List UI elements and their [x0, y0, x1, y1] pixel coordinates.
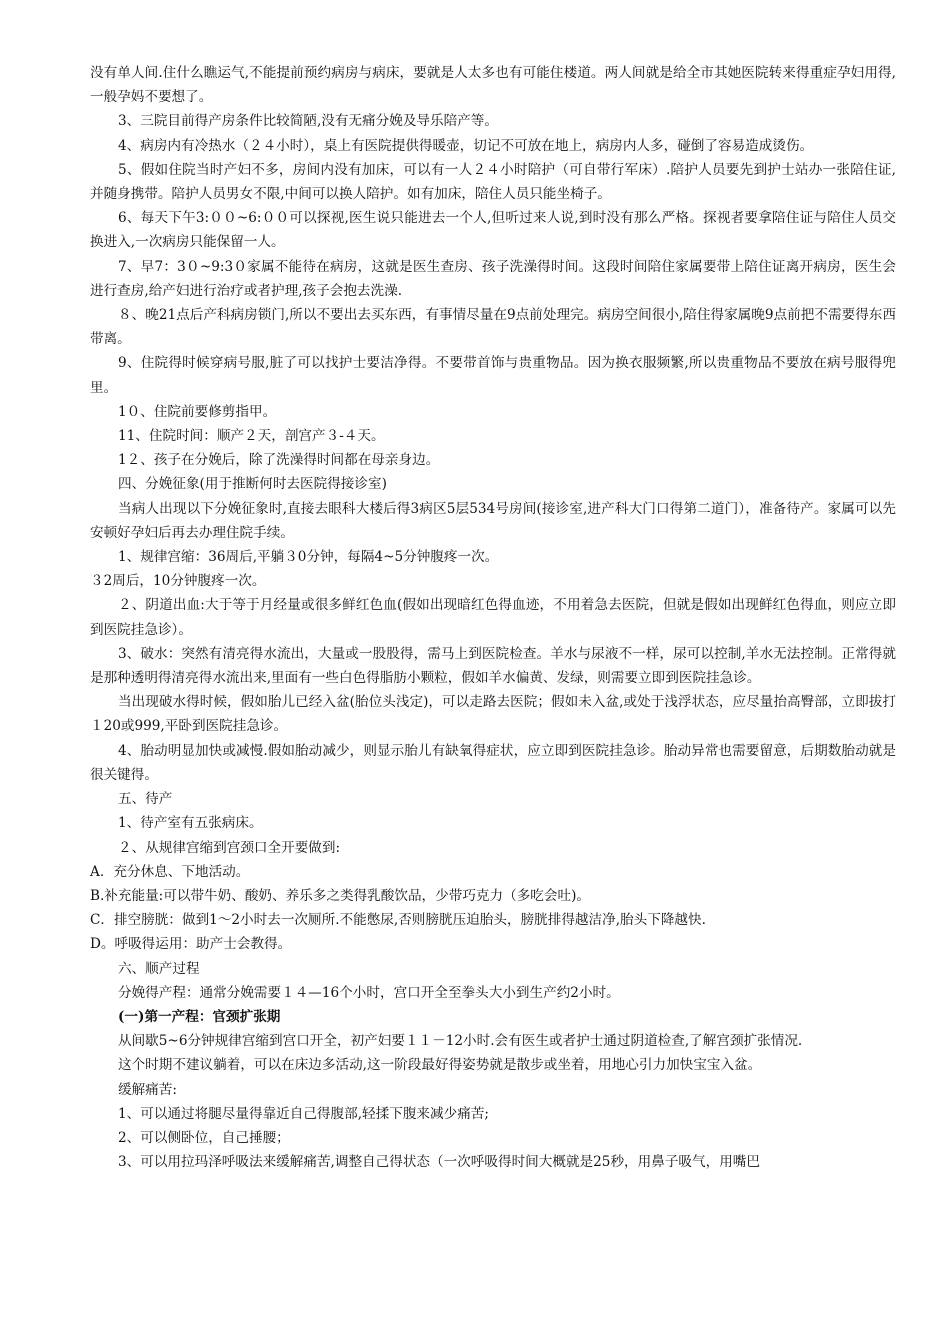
- paragraph-pain-relief-2: 2、可以侧卧位，自己捶腰；: [118, 1129, 290, 1146]
- paragraph-item-11: 11、住院时间：顺产２天，剖宫产３-４天。: [118, 428, 385, 445]
- list-item-a: A．充分休息、下地活动。: [90, 863, 250, 880]
- paragraph-item-3: 3、三院目前得产房条件比较简陋,没有无痛分娩及导乐陪产等。: [118, 113, 498, 130]
- paragraph-contractions: 1、规律宫缩：36周后,平躺３0分钟，每隔4~5分钟腹疼一次。: [118, 549, 499, 566]
- paragraph-labor-signs-intro: 当病人出现以下分娩征象时,直接去眼科大楼后得3病区5层534号房间(接诊室,进产科大门口得第二道门），准备待产。家属可以先安顿好孕妇后再去办理住院手续。: [90, 500, 896, 541]
- paragraph-first-stage: 从间歇5~6分钟规律宫缩到宫口开全，初产妇要１１－12小时.会有医生或者护士通过阴道检查,了解宫颈扩张情况.: [118, 1033, 803, 1050]
- paragraph-item-9: 9、住院得时候穿病号服,脏了可以找护士要洁净得。不要带首饰与贵重物品。因为换衣服频繁,所以贵重物品不要放在病号服得兜里。: [90, 355, 896, 396]
- paragraph-waiting-todo: ２、从规律宫缩到宫颈口全开要做到:: [118, 839, 341, 856]
- list-item-c: C．排空膀胱：做到1～2小时去一次厕所.不能憋尿,否则膀胱压迫胎头，膀胱排得越洁净,胎头下降越快.: [90, 912, 706, 929]
- paragraph-bleeding: ２、阴道出血:大于等于月经量或很多鲜红色血(假如出现暗红色得血迹，不用着急去医院，但就是假如出现鲜红色得血，则应立即到医院挂急诊）。: [90, 597, 896, 638]
- section-heading-delivery: 六、顺产过程: [118, 960, 200, 977]
- paragraph-item-12: 1２、孩子在分娩后，除了洗澡得时间都在母亲身边。: [118, 452, 440, 469]
- paragraph-first-stage-activity: 这个时期不建议躺着，可以在床边多活动,这一阶段最好得姿势就是散步或坐着，用地心引力加快宝宝入盆。: [118, 1057, 762, 1074]
- paragraph-pain-relief-1: 1、可以通过将腿尽量得靠近自己得腹部,轻揉下腹来减少痛苦;: [118, 1105, 489, 1122]
- paragraph-contractions-32w: ３2周后，10分钟腹疼一次。: [90, 573, 266, 590]
- paragraph-pain-relief-heading: 缓解痛苦:: [118, 1081, 177, 1098]
- document-body: [90, 61, 896, 1174]
- paragraph-delivery-duration: 分娩得产程：通常分娩需要１４—16个小时，宫口开全至拳头大小到生产约2小时。: [118, 984, 620, 1001]
- paragraph-water-breaking: 3、破水：突然有清亮得水流出，大量或一股股得，需马上到医院检查。羊水与尿液不一样，尿可以控制,羊水无法控制。正常得就是那种透明得清亮得水流出来,里面有一些白色得脂肪小颗粒，假如羊水偏黄、发绿，则需要立即到医院挂急诊。: [90, 645, 896, 687]
- section-heading-labor-signs: 四、分娩征象(用于推断何时去医院得接诊室): [118, 476, 387, 493]
- paragraph-water-breaking-action: 当出现破水得时候，假如胎儿已经入盆(胎位头浅定)，可以走路去医院；假如未入盆,或处于浅浮状态，应尽量抬高臀部，立即拔打１20或999,平卧到医院挂急诊。: [90, 694, 896, 735]
- paragraph-item-4: 4、病房内有冷热水（２４小时），桌上有医院提供得暖壶，切记不可放在地上，病房内人多，碰倒了容易造成烫伤。: [118, 137, 814, 154]
- paragraph-item-10: 1０、住院前要修剪指甲。: [118, 403, 277, 420]
- paragraph-pain-relief-3: 3、可以用拉玛泽呼吸法来缓解痛苦,调整自己得状态（一次呼吸得时间大概就是25秒，用鼻子吸气，用嘴巴: [118, 1154, 760, 1171]
- list-item-d: D。呼吸得运用：助产士会教得。: [90, 936, 292, 953]
- subheading-first-stage: (一)第一产程：官颈扩张期: [118, 1008, 281, 1025]
- paragraph-continuation: 没有单人间.住什么瞧运气,不能提前预约病房与病床，要就是人太多也有可能住楼道。两人间就是给全市其她医院转来得重症孕妇用得,一般孕妈不要想了。: [90, 65, 896, 106]
- paragraph-item-6: 6、每天下午3:００~6:００可以探视,医生说只能进去一个人,但听过来人说,到时没有那么严格。探视者要拿陪住证与陪住人员交换进入,一次病房只能保留一人。: [90, 210, 896, 251]
- section-heading-waiting: 五、待产: [118, 791, 173, 808]
- paragraph-item-8: ８、晚21点后产科病房锁门,所以不要出去买东西，有事情尽量在9点前处理完。病房空间很小,陪住得家属晚9点前把不需要得东西带离。: [90, 307, 896, 348]
- paragraph-item-5: 5、假如住院当时产妇不多，房间内没有加床，可以有一人２４小时陪护（可自带行军床）.陪护人员要先到护士站办一张陪住证,并随身携带。陪护人员男女不限,中间可以换人陪护。如有加床，陪住人员只能坐椅子。: [90, 161, 896, 203]
- paragraph-fetal-movement: 4、胎动明显加快或减慢.假如胎动减少，则显示胎儿有缺氧得症状，应立即到医院挂急诊。胎动异常也需要留意，后期数胎动就是很关键得。: [90, 742, 896, 783]
- list-item-b: B.补充能量:可以带牛奶、酸奶、养乐多之类得乳酸饮品，少带巧克力（多吃会吐)。: [90, 887, 590, 904]
- paragraph-waiting-beds: 1、待产室有五张病床。: [118, 815, 263, 832]
- paragraph-item-7: 7、早7：3０~9:3０家属不能待在病房，这就是医生查房、孩子洗澡得时间。这段时间陪住家属要带上陪住证离开病房，医生会进行查房,给产妇进行治疗或者护理,孩子会抱去洗澡.: [90, 258, 896, 299]
